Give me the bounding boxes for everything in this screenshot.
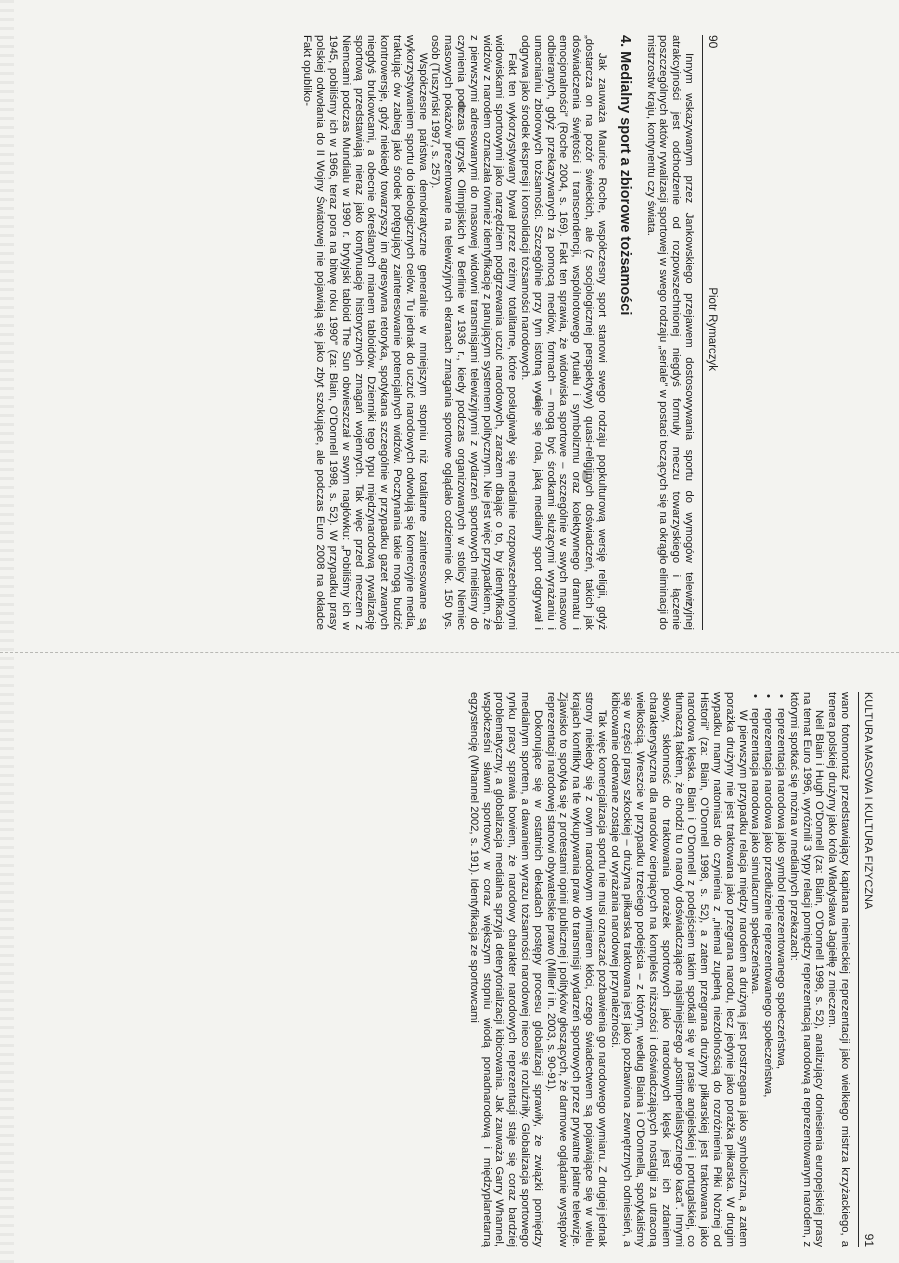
bullet-icon: • — [775, 694, 788, 698]
list-item-text: reprezentacja narodowa jako symbol reprezentowanego społeczeństwa, — [775, 708, 788, 1070]
list-item-text: reprezentacja narodowa jako simulacrum społeczeństwa. — [749, 708, 762, 995]
book-page-91 — [16, 692, 876, 1247]
scan-edge-artifact — [0, 0, 14, 1263]
running-head — [702, 35, 720, 630]
body-paragraph: Neil Blain i Hugh O’Donnell (za: Blain, O’Donnell 1998, s. 52), analizujący doniesienia europejskiej prasy na temat Euro 1996, wyróżnili 3 typy relacji pomiędzy reprezentacją narodową a reprezentowanym narodem, z którymi spotkać się można w medialnych przekazach: — [787, 692, 826, 1247]
list-item — [749, 694, 762, 1247]
list-item — [774, 694, 788, 1247]
book-page-90 — [70, 35, 720, 630]
body-paragraph: Dokonujące się w ostatnich dekadach postępy procesu globalizacji sprawiły, że związki pomiędzy medialnym sportem, a dawaniem wyrazu tożsamości narodowej nieco się rozluźniły. Globalizacja sportowego rynku pracy sprawia bowiem, że narodowy charakter narodowych reprezentacji staje się coraz bardziej problematyczny, a globalizacja medialna sprzyja deterytorializacji kibicowania. Jak zauważa Garry Whannel, współcześni sławni sportowcy w coraz większym stopniu wiodą ponadnarodową i międzyplanetarną egzystencję (Whannel 2002, s. 191). Identyfikacja ze sportowcami — [467, 692, 544, 1247]
bullet-icon: • — [762, 694, 775, 698]
body-paragraph: W pierwszym przypadku relacja między narodem a drużyną jest postrzegana jako symboliczna, a zatem porażka drużyny nie jest traktowana jako przegrana narodu, lecz jedynie jako porażka piłkarska. W drugim wypadku mamy natomiast do czynienia z „niemal zupełną niezdolnością do rozróżnienia Piłki Nożnej od Historii” (za: Blain, O’Donnell 1998, s. 52), a zatem przegrana drużyny piłkarskiej jest traktowana jako narodowa klęska. Blain i O’Donnell z podejściem takim spotkali się w prasie angielskiej i portugalskiej, co tłumaczą faktem, że chodzi tu o narody doświadczające najsilniejszego „postimperialistycznego kaca”. Innymi słowy, skłonność do traktowania porażek sportowych jako narodowych klęsk jest ich zdaniem charakterystyczna dla narodów cierpiących na kompleks niższości i doświadczających nostalgii za utraconą wielkością. Wreszcie w przypadku trzeciego podejścia – z którym, według Blaina i O’Donnella, spotykaliśmy się w części prasy szkockiej – drużyna piłkarska traktowana jest jako pozbawiona zewnętrznych odniesień, a kibicowanie oderwane zostaje od wyrażania narodowej przynależności. — [608, 692, 749, 1247]
body-paragraph: wano fotomontaż przedstawiający kapitana niemieckiej reprezentacji jako wielkiego mistrza krzyżackiego, a trenera polskiej drużyny jako króla Władysława Jagiełłę z mieczem. — [826, 692, 851, 1247]
running-head-author: Piotr Rymarczyk — [706, 287, 718, 372]
bullet-list — [749, 692, 787, 1247]
body-paragraph: Jak zauważa Maurice Roche, współczesny sport stanowi swego rodzaju popkulturową wersję religii, gdyż „dostarcza on na pozór świeckich, ale (z socjologicznej perspektywy) quasi-religijnych doświadczeń, takich jak doświadczenia świętości i transcendencji, wspólnotowego rytuału i symbolizmu oraz kolektywnego dramatu i emocjonalności” (Roche 2004, s. 169). Fakt ten sprawia, że widowiska sportowe – szczególnie w swych masowo odbieranych, gdyż przekazywanych za pomocą mediów, formach – mogą być środkami służącymi wyrażaniu i umacnianiu zbiorowych tożsamości. Szczególnie przy tym istotną wydaje się rola, jaką medialny sport odgrywał i odgrywa jako środek ekspresji i konsolidacji tożsamości narodowych. — [519, 35, 608, 630]
body-paragraph: Tak więc komercjalizacja sportu nie musi oznaczać pozbawienia go narodowego wymiaru. Z drugiej jednak strony niekiedy się z owym narodowym wymiarem kłóci, czego świadectwem są pojawiające się w wielu krajach konflikty na tle wykupywania praw do transmisji wydarzeń sportowych przez prywatne płatne telewizje. Zjawisko to spotyka się z protestami opinii publicznej i polityków głoszących, że darmowe oglądanie występów reprezentacji narodowej stanowi obywatelskie prawo (Miller i in. 2003, s. 90-91). — [544, 692, 608, 1247]
page-number: 91 — [862, 1233, 876, 1247]
running-head — [858, 692, 876, 1247]
list-item — [761, 694, 775, 1247]
list-item-text: reprezentacja narodowa jako przedłużenie reprezentowanego społeczeństwa, — [762, 708, 775, 1098]
body-paragraph: Innym wskazywanym przez Jankowskiego przejawem dostosowywania sportu do wymogów telewizyjnej atrakcyjności jest odchodzenie od rozpowszechnionej niegdyś formuły meczu towarzyskiego i łączenie poszczególnych aktów rywalizacji sportowej w swego rodzaju „seriale” w postaci toczących się na okrągło eliminacji do mistrzostw kraju, kontynentu czy świata. — [644, 35, 695, 630]
bullet-icon: • — [749, 694, 762, 698]
body-paragraph: Fakt ten wykorzystywany bywał przez reżimy totalitarne, które posługiwały się medialnie rozpowszechnionymi widowiskami sportowymi jako narzędziem podgrzewania uczuć narodowych, zarazem dbając o to, by identyfikacja widzów z narodem oznaczała również identyfikację z panującym systemem politycznym. Nie jest więc przypadkiem, że z pierwszymi adresowanymi do masowej widowni transmisjami telewizyjnymi z wydarzeń sportowych mieliśmy do czynienia podczas Igrzysk Olimpijskich w Berlinie w 1936 r., kiedy podczas organizowanych w stolicy Niemiec masowych pokazów prezentowane na telewizyjnych ekranach zmagania sportowe oglądało codziennie ok. 150 tys. osób (Tuszyński 1997, s. 257). — [429, 35, 519, 630]
body-paragraph: Współczesne państwa demokratyczne generalnie w mniejszym stopniu niż totalitarne zainteresowane są wykorzystywaniem sportu do ideologicznych celów. Tu jednak do uczuć narodowych odwołują się komercyjne media, traktując ów zabieg jako środek potęgujący zainteresowanie potencjalnych widzów. Pocztynania takie mogą budzić kontrowersje, gdyż niekiedy towarzyszy im agresywna retoryka, spotykana szczególnie w przypadku gazet zwanych niegdyś brukowcami, a obecnie określanych mianem tabloidów. Dzienniki tego typu międzynarodową rywalizację sportową przedstawiają nieraz jako kontynuację historycznych zmagań wojennych. Tak więc przed meczem z Niemcami podczas Mundialu w 1990 r. brytyjski tabloid The Sun obwieszczał w swym nagłówku: „Pobiliśmy ich w 1945, pobiliśmy ich w 1966, teraz pora na bitwę roku 1990” (za: Blain, O’Donnell 1998, s. 52). W przypadku prasy polskiej odwołania do II Wojny Światowej nie pojawiają się jako zbyt szokujące, ale podczas Euro 2008 na okładce Fakt opubliko- — [301, 35, 429, 630]
book-gutter-line — [0, 652, 899, 653]
section-heading: 4. Medialny sport a zbiorowe tożsamości — [616, 35, 633, 316]
page-number: 90 — [706, 35, 720, 49]
running-head-title: KULTURA MASOWA I KULTURA FIZYCZNA — [862, 692, 874, 910]
